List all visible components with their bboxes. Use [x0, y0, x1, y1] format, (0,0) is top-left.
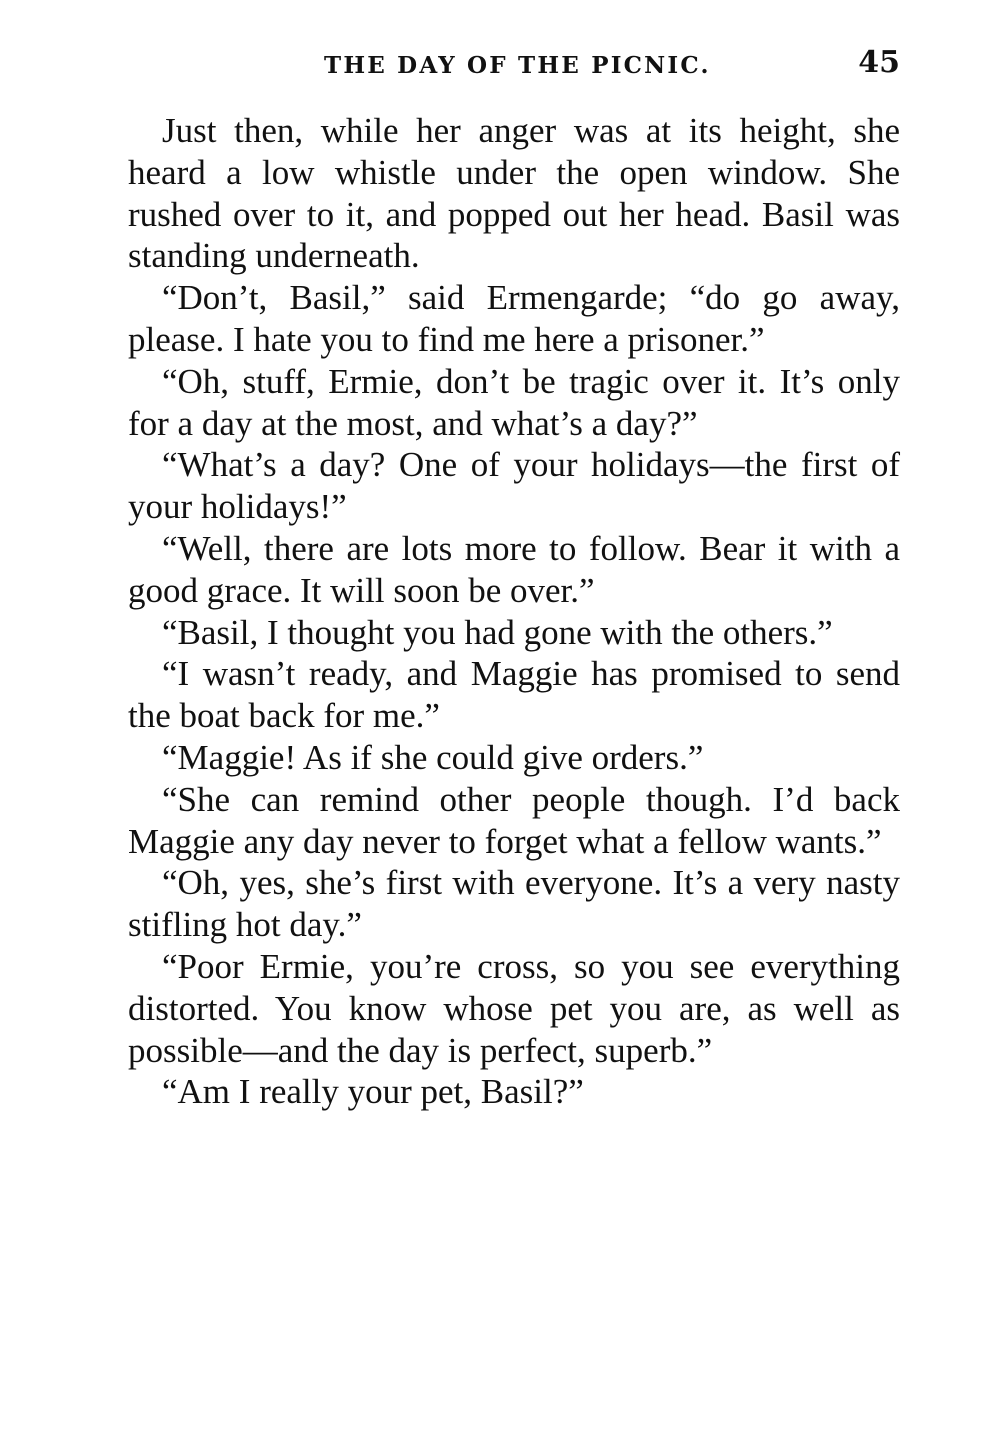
paragraph: “What’s a day? One of your holidays—the first of your holidays!” [128, 445, 900, 527]
paragraph: “She can remind other people though. I’d back Maggie any day never to forget what a fellow wants.” [128, 779, 900, 861]
page-number: 45 [858, 45, 900, 80]
paragraph: “Don’t, Basil,” said Ermengarde; “do go away, please. I hate you to find me here a prisoner.” [128, 278, 900, 359]
running-header [128, 46, 900, 86]
body-text [128, 110, 900, 1113]
paragraph: “Poor Ermie, you’re cross, so you see everything distorted. You know whose pet you are, as well as possible—and the day is perfect, superb.” [128, 946, 900, 1070]
paragraph: “Oh, yes, she’s first with everyone. It’s a very nasty stifling hot day.” [128, 863, 900, 945]
paragraph: “Oh, stuff, Ermie, don’t be tragic over it. It’s only for a day at the most, and what’s a day?” [128, 361, 900, 443]
running-title: THE DAY OF THE PICNIC. [324, 52, 711, 79]
paragraph: “Basil, I thought you had gone with the others.” [162, 612, 833, 652]
paragraph: “Well, there are lots more to follow. Bear it with a good grace. It will soon be over.” [128, 528, 900, 610]
paragraph: Just then, while her anger was at its height, she heard a low whistle under the open window. She rushed over to it, and popped out her head. Basil was standing underneath. [128, 111, 900, 276]
paragraph: “Maggie! As if she could give orders.” [162, 737, 704, 777]
paragraph: “Am I really your pet, Basil?” [162, 1072, 584, 1112]
paragraph: “I wasn’t ready, and Maggie has promised to send the boat back for me.” [128, 654, 900, 736]
